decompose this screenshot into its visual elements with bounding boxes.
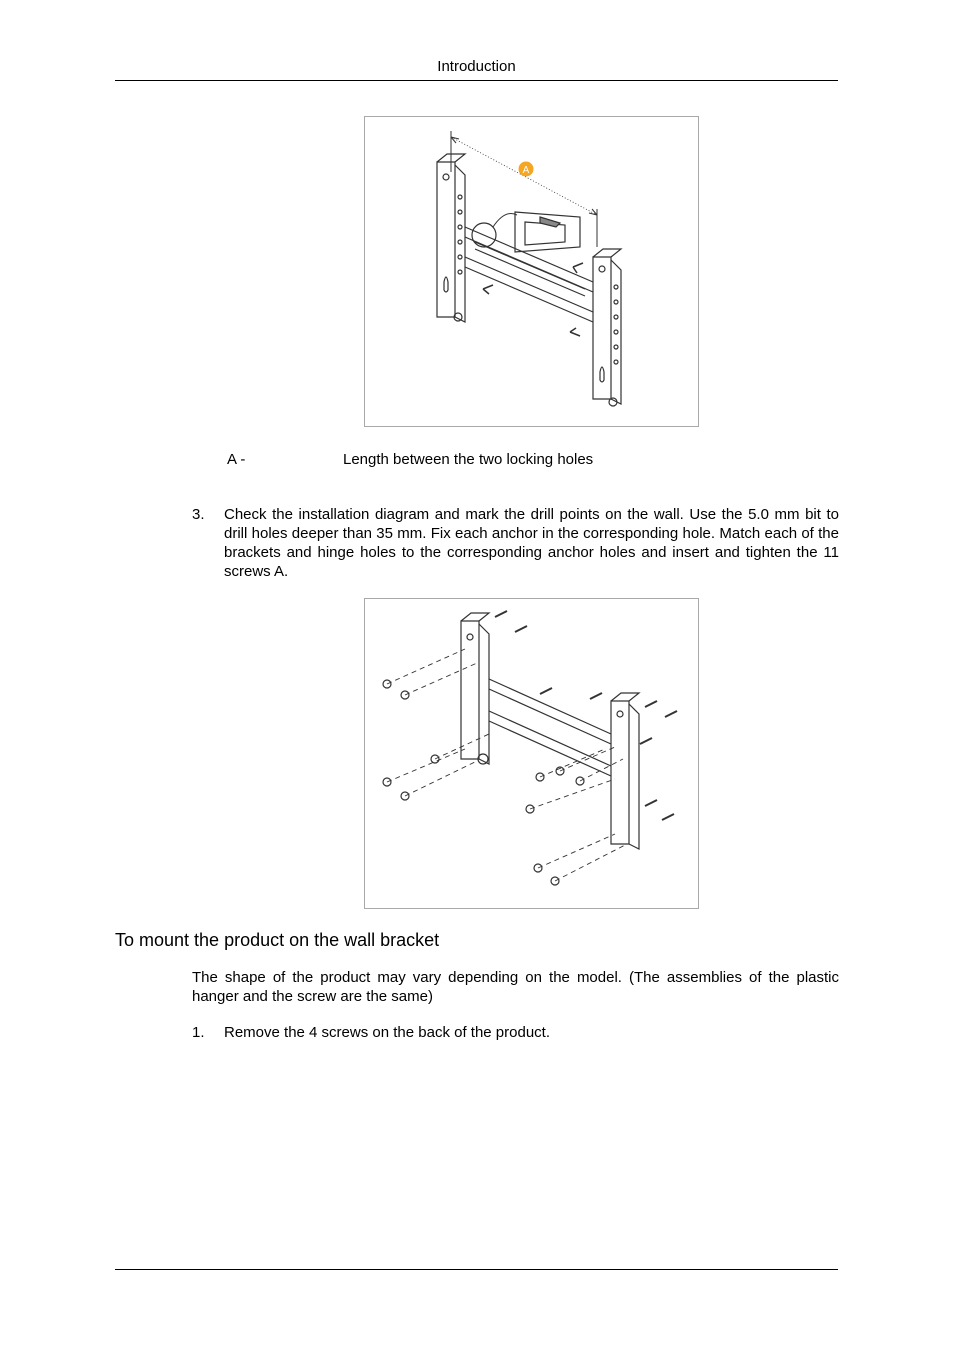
legend-key: A - — [227, 451, 246, 468]
bracket-dimension-figure — [364, 116, 699, 427]
step-text: Check the installation diagram and mark the drill points on the wall. Use the 5.0 mm bit to drill holes deeper than 35 mm. Fix each anchor in the corresponding hole. Match each of the brackets and hinge holes to the corresponding anchor holes and insert and tighten the 11 screws A. — [224, 506, 839, 580]
screw-installation-illustration — [365, 599, 700, 910]
header-rule — [115, 80, 838, 81]
running-header: Introduction — [437, 58, 516, 75]
step-number: 1. — [192, 1024, 205, 1041]
section-heading: To mount the product on the wall bracket — [115, 930, 440, 950]
footer-rule — [115, 1269, 838, 1270]
legend-description: Length between the two locking holes — [343, 451, 594, 468]
step-text: Remove the 4 screws on the back of the product. — [224, 1024, 551, 1041]
screw-installation-figure — [364, 598, 699, 909]
step-number: 3. — [192, 506, 205, 523]
callout-a-label: A — [522, 165, 530, 176]
section-intro-paragraph: The shape of the product may vary depending on the model. (The assemblies of the plastic hanger and the screw are the same) — [192, 969, 839, 1005]
bracket-dimension-illustration — [365, 117, 700, 428]
